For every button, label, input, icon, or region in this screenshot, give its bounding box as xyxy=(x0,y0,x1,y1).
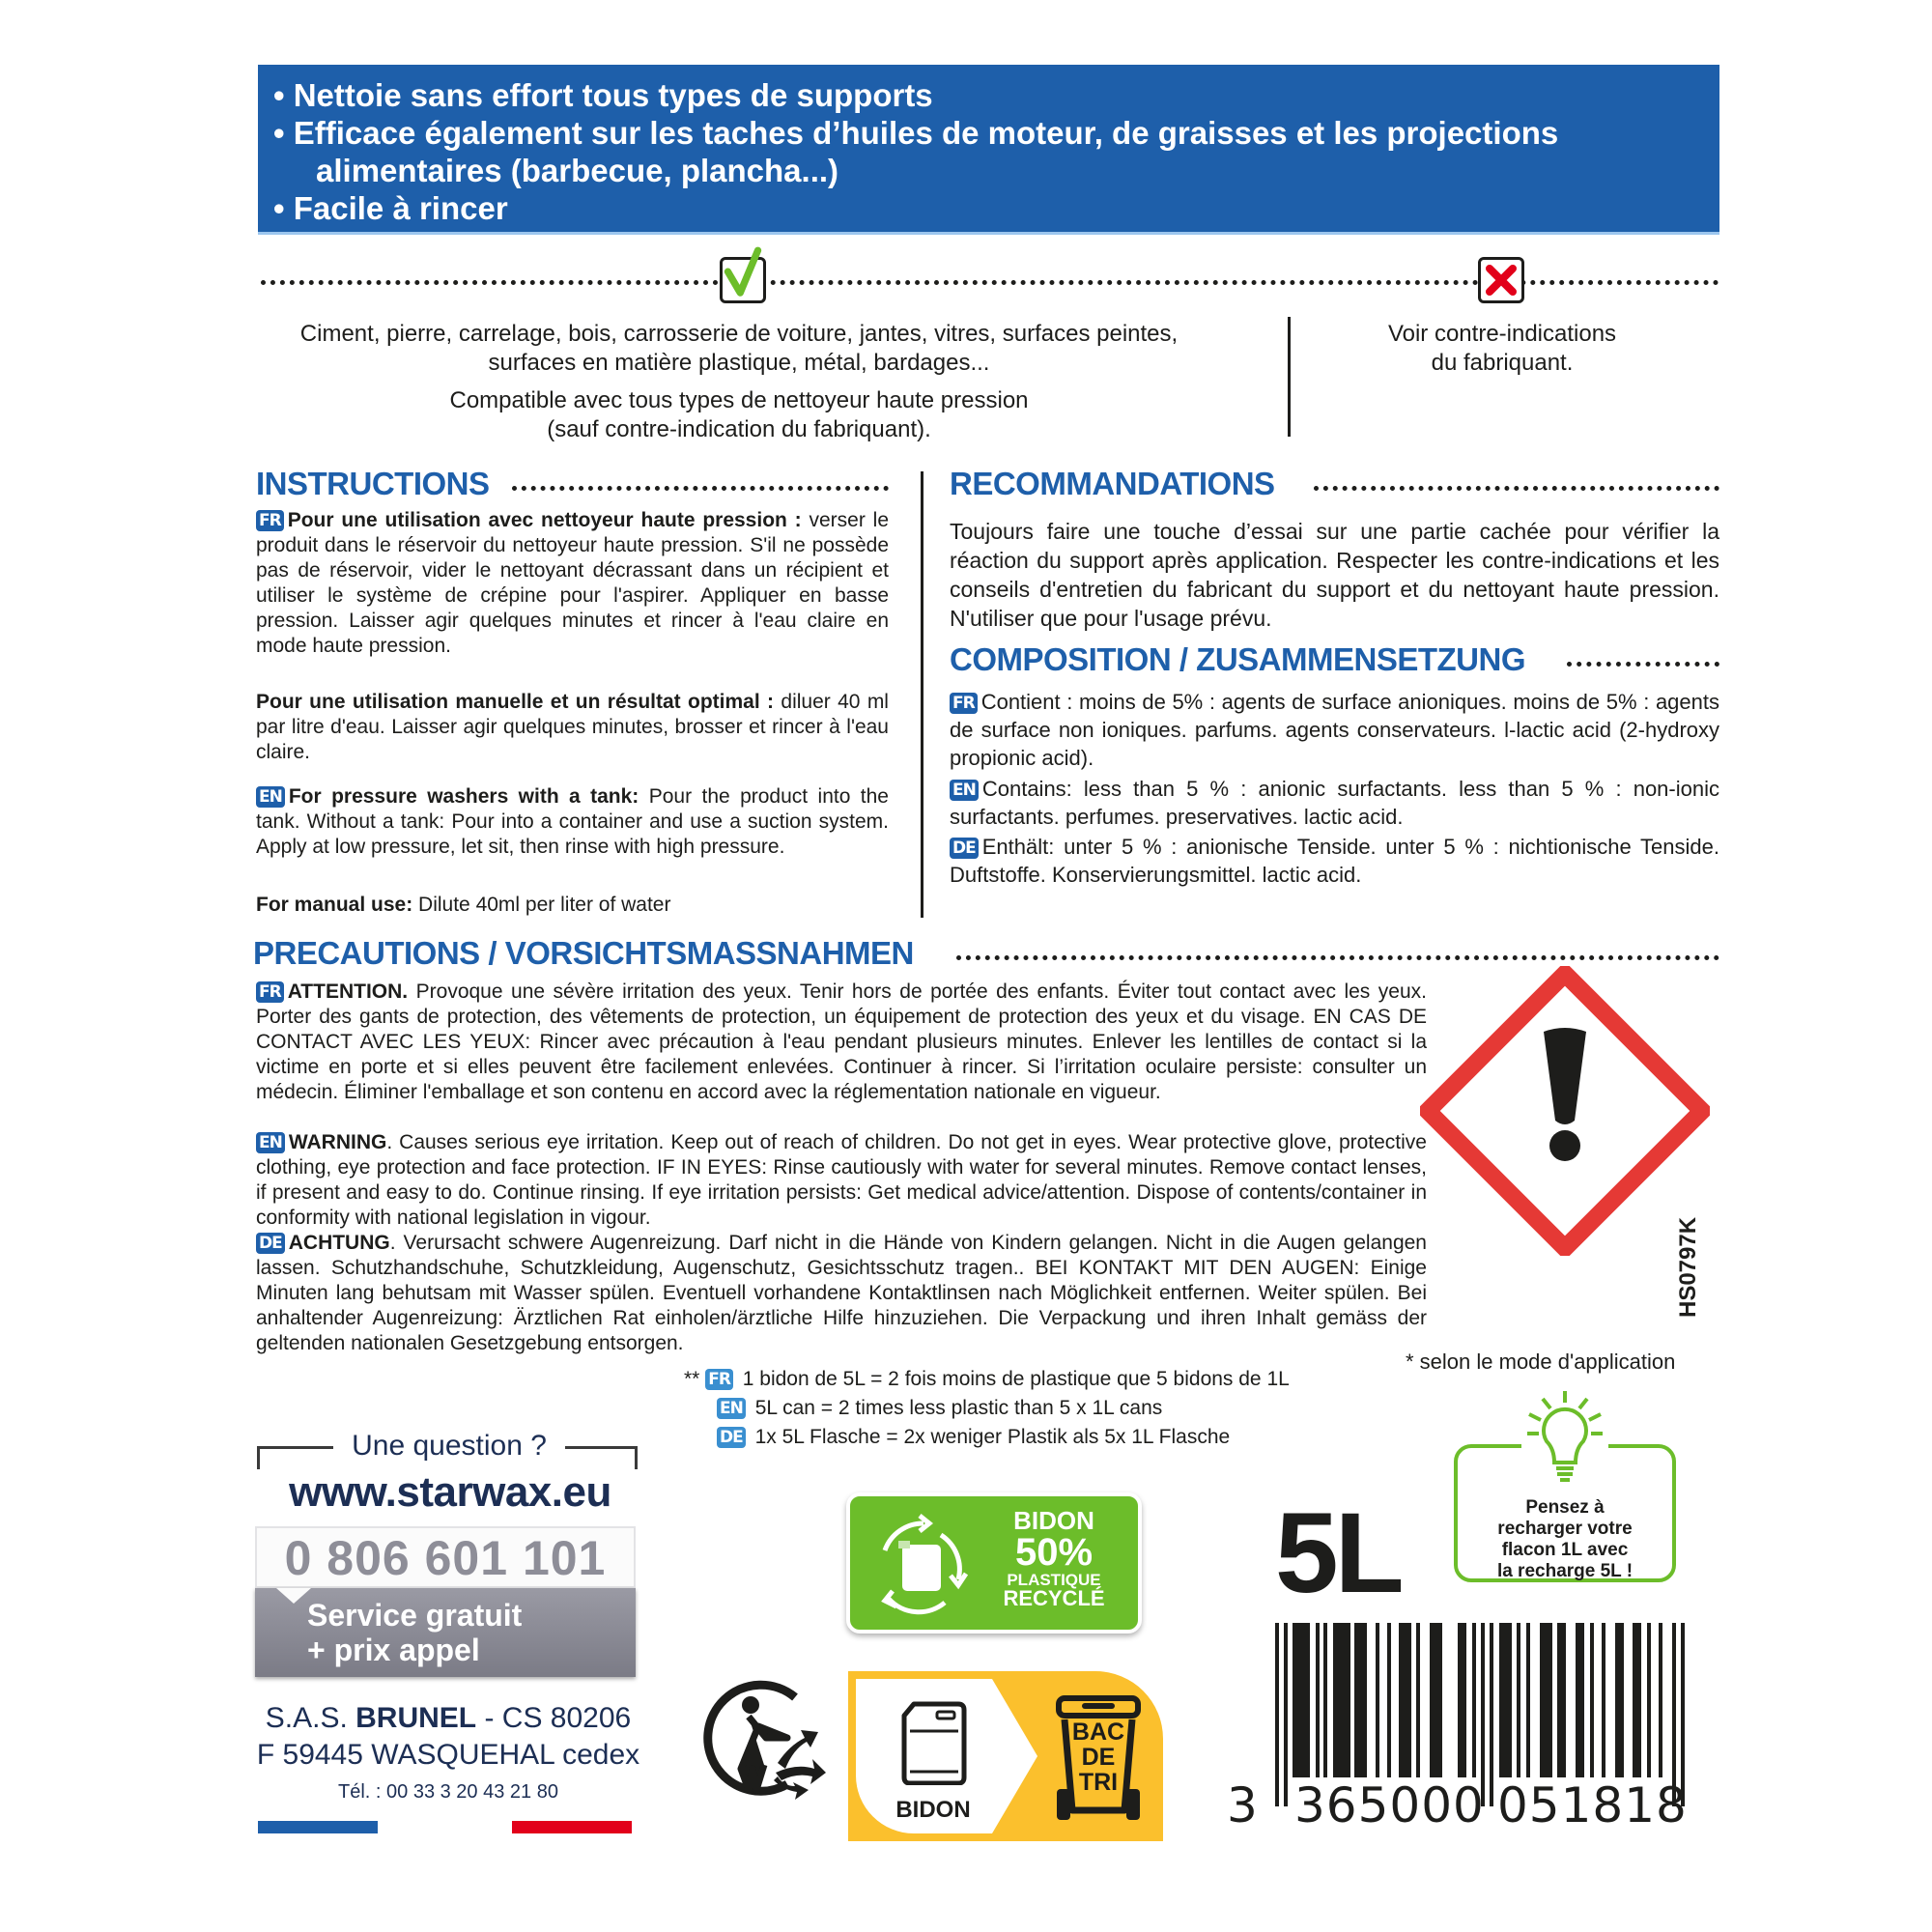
refill-line: Pensez à xyxy=(1525,1497,1605,1518)
instructions-fr-pressure xyxy=(256,508,889,659)
benefits-banner xyxy=(258,65,1719,235)
question-label: Une question ? xyxy=(333,1430,565,1463)
product-code xyxy=(1669,1216,1718,1323)
instruction-text: Pour the product into the tank. Without a tank: Pour into a container and use a suction system. Apply at low pressure, let sit, then rinse with high pressure. xyxy=(256,785,889,858)
note-text: 1x 5L Flasche = 2x weniger Plastik als 5x 1L Flasche xyxy=(754,1426,1231,1448)
service-line: Service gratuit xyxy=(307,1598,523,1633)
benefit-line: • Efficace également sur les taches d’huiles de moteur, de graisses et les projections xyxy=(273,115,1559,151)
plastic-note-fr xyxy=(684,1365,1290,1394)
instruction-heading: For manual use: xyxy=(256,894,413,916)
triman-icon xyxy=(700,1676,826,1802)
instruction-text: verser le produit dans le réservoir du nettoyeur haute pression. S'il ne possède pas de réservoir, vider le nettoyant décrassant dans un récipient et utiliser le système de crépine pour l'aspirer. Appliquer en basse pression. Laisser agir quelques minutes et rincer à l'eau claire en mode haute pression. xyxy=(256,509,890,657)
refill-line: la recharge 5L ! xyxy=(1496,1561,1634,1581)
flag-en: EN xyxy=(256,1132,285,1153)
text-line: Ciment, pierre, carrelage, bois, carrosserie de voiture, jantes, vitres, surfaces peintes, xyxy=(299,321,1179,347)
recommendations-text: Toujours faire une touche d’essai sur une partie cachée pour vérifier la réaction du support après application. Respecter les contre-indications et les conseils d'entretien du fabricant du support et du nettoyant haute pression. N'utiliser que pour l'usage prévu. xyxy=(950,519,1719,631)
instruction-heading: For pressure washers with a tank: xyxy=(288,785,639,808)
sorting-info-panel xyxy=(848,1671,1163,1841)
precaution-text: . Verursacht schwere Augenreizung. Darf nicht in die Hände von Kindern gelangen. Nicht in die Augen gelangen lassen. Schutzhandschuhe, Schutzkleidung, Augenschutz, Gesichtsschutz tragen.. BEI KONTAKT MIT DEN AUGEN: Einige Minuten lang behutsam mit Wasser spülen. Eventuell vorhandene Kontaktlinsen nach Möglichkeit entfernen. Weiter spülen. Bei anhaltender Augenreizung: Ärztlichen Rat einholen/ärztliche Hilfe hinzuziehen. Die Verpackung und ihren Inhalt gemäss der geltenden nationalen Gesetzgebung entsorgen. xyxy=(256,1232,1427,1354)
recycled-text xyxy=(991,1508,1117,1609)
footnote: * selon le mode d'application xyxy=(1406,1350,1676,1374)
text-line: Compatible avec tous types de nettoyeur haute pression xyxy=(449,387,1029,413)
precaution-heading: ATTENTION. xyxy=(287,980,409,1003)
composition-text: Contains: less than 5 % : anionic surfactants. less than 5 % : non-ionic surfactants. perfumes. preservatives. lactic acid. xyxy=(950,777,1719,829)
composition-title: COMPOSITION / ZUSAMMENSETZUNG xyxy=(950,641,1525,677)
composition-fr xyxy=(950,688,1719,772)
asterisks: ** xyxy=(684,1368,700,1390)
precautions-title: PRECAUTIONS / VORSICHTSMASSNAHMEN xyxy=(253,935,914,971)
composition-text: Enthält: unter 5 % : anionische Tenside. unter 5 % : nichtionische Tenside. Duftstoffe. Konservierungsmittel. lactic acid. xyxy=(950,835,1719,887)
service-line: + prix appel xyxy=(307,1633,480,1667)
barcode-right-digits: 051818 xyxy=(1497,1777,1688,1833)
flag-de: DE xyxy=(717,1427,746,1448)
flag-en: EN xyxy=(256,786,285,808)
service-info xyxy=(255,1588,636,1677)
precautions-en xyxy=(256,1130,1427,1231)
suitable-surfaces xyxy=(261,320,1217,378)
benefit-line: • Nettoie sans effort tous types de supports xyxy=(273,77,933,113)
barcode-left-digits: 365000 xyxy=(1294,1777,1485,1833)
instruction-text: Dilute 40ml per liter of water xyxy=(418,894,671,916)
flag-en: EN xyxy=(950,780,979,801)
instruction-text: diluer 40 ml par litre d'eau. Laisser agir quelques minutes, brosser et rincer à l'eau claire. xyxy=(256,691,889,763)
company-telephone: Tél. : 00 33 3 20 43 21 80 xyxy=(338,1781,558,1803)
recycled-plastic-badge xyxy=(846,1492,1142,1634)
precaution-heading: ACHTUNG xyxy=(288,1232,390,1254)
ghs-exclamation-icon xyxy=(1420,966,1710,1256)
flag-stripe-red xyxy=(512,1821,632,1833)
vertical-divider xyxy=(921,471,923,918)
flag-fr: FR xyxy=(256,981,284,1003)
recommendations-title: RECOMMANDATIONS xyxy=(950,466,1275,501)
plastic-note xyxy=(684,1365,1290,1452)
instructions-fr-manual xyxy=(256,690,889,765)
precautions-de xyxy=(256,1231,1427,1356)
bin-label-line: TRI xyxy=(1078,1769,1119,1796)
addr-prefix: S.A.S. xyxy=(265,1702,356,1734)
precautions-fr xyxy=(256,980,1427,1105)
refill-tip-text xyxy=(1454,1497,1676,1582)
note-text: 1 bidon de 5L = 2 fois moins de plastique que 5 bidons de 1L xyxy=(742,1368,1290,1390)
badge-percentage: 50% xyxy=(1014,1531,1094,1574)
canister-icon xyxy=(900,1698,968,1785)
recycle-canister-icon xyxy=(866,1512,972,1618)
dotted-divider xyxy=(512,486,889,491)
website-link[interactable]: www.starwax.eu xyxy=(289,1468,611,1516)
addr-suffix: - CS 80206 xyxy=(476,1702,632,1734)
flag-fr: FR xyxy=(256,510,284,531)
instructions-en-manual xyxy=(256,893,889,918)
flag-en: EN xyxy=(717,1398,746,1419)
text-line: surfaces en matière plastique, métal, bardages... xyxy=(488,350,990,376)
composition-text: Contient : moins de 5% : agents de surface anioniques. moins de 5% : agents de surface non ioniques. parfums. agents conservateurs. l-lactic acid (2-hydroxy propionic acid). xyxy=(950,690,1719,770)
composition-de xyxy=(950,833,1719,889)
text-line: (sauf contre-indication du fabriquant). xyxy=(547,416,931,442)
text-line: du fabriquant. xyxy=(1431,350,1574,376)
precaution-text: Provoque une sévère irritation des yeux. Tenir hors de portée des enfants. Éviter tout contact avec les yeux. Porter des gants de protection, des vêtements de protection, un équipement de protection des yeux et du visage. EN CAS DE CONTACT AVEC LES YEUX: Rincer avec précaution à l'eau pendant plusieurs minutes. Enlever les lentilles de contact si la victime en porte et si elles peuvent être facilement enlevées. Continuer à rincer. Si l’irritation oculaire persiste: consulter un médecin. Éliminer l'emballage et son contenu en accord avec la réglementation nationale en vigueur. xyxy=(256,980,1427,1103)
flag-fr: FR xyxy=(950,693,978,714)
volume-label: 5L xyxy=(1275,1490,1401,1617)
phone-number[interactable]: 0 806 601 101 xyxy=(255,1526,636,1588)
pressure-washer-compat xyxy=(261,386,1217,444)
bin-label xyxy=(1068,1719,1128,1795)
contraindications-note xyxy=(1299,320,1705,378)
vertical-divider xyxy=(1288,317,1291,437)
dotted-divider xyxy=(1314,486,1719,491)
refill-line: recharger votre xyxy=(1497,1519,1633,1539)
benefit-line: • Facile à rincer xyxy=(273,190,508,226)
notch-decoration xyxy=(276,1588,311,1604)
precaution-text: . Causes serious eye irritation. Keep out of reach of children. Do not get in eyes. Wear protective glove, protective clothing, eye protection and face protection. IF IN EYES: Rinse cautiously with water for several minutes. Remove contact lenses, if present and easy to do. Continue rinsing. If eye irritation persists: Get medical advice/attention. Dispose of contents/container in conformity with national legislation in vigour. xyxy=(256,1131,1427,1229)
dotted-divider xyxy=(956,955,1719,960)
badge-line: RECYCLÉ xyxy=(1003,1586,1105,1610)
company-address-line1 xyxy=(253,1702,643,1735)
flag-de: DE xyxy=(256,1233,285,1254)
badge-line: PLASTIQUE xyxy=(1007,1571,1101,1589)
precaution-heading: WARNING xyxy=(288,1131,387,1153)
refill-line: flacon 1L avec xyxy=(1501,1540,1629,1560)
item-label: BIDON xyxy=(895,1797,971,1823)
flag-de: DE xyxy=(950,838,979,859)
bin-label-line: BAC xyxy=(1071,1719,1125,1746)
flag-fr: FR xyxy=(705,1369,733,1390)
plastic-note-en xyxy=(684,1394,1290,1423)
note-text: 5L can = 2 times less plastic than 5 x 1L cans xyxy=(754,1397,1163,1419)
instructions-title: INSTRUCTIONS xyxy=(256,466,490,501)
lightbulb-icon xyxy=(1521,1389,1608,1486)
cross-icon xyxy=(1478,257,1524,303)
text-line: Voir contre-indications xyxy=(1387,321,1617,347)
benefit-line: alimentaires (barbecue, plancha...) xyxy=(316,153,839,188)
instruction-heading: Pour une utilisation manuelle et un résultat optimal : xyxy=(256,691,775,713)
dotted-divider xyxy=(1567,662,1719,667)
check-icon xyxy=(720,257,766,303)
instructions-en-pressure xyxy=(256,784,889,860)
company-name: BRUNEL xyxy=(355,1702,477,1734)
plastic-note-de xyxy=(684,1423,1290,1452)
composition-en xyxy=(950,775,1719,831)
badge-line: BIDON xyxy=(1013,1506,1094,1535)
company-address-line2: F 59445 WASQUEHAL cedex xyxy=(256,1739,640,1771)
instruction-heading: Pour une utilisation avec nettoyeur haute pression : xyxy=(287,509,802,531)
product-code-text: HS0797K xyxy=(1675,1216,1701,1318)
bin-label-line: DE xyxy=(1081,1744,1116,1771)
flag-stripe-blue xyxy=(258,1821,378,1833)
barcode-first-digit: 3 xyxy=(1227,1777,1259,1833)
